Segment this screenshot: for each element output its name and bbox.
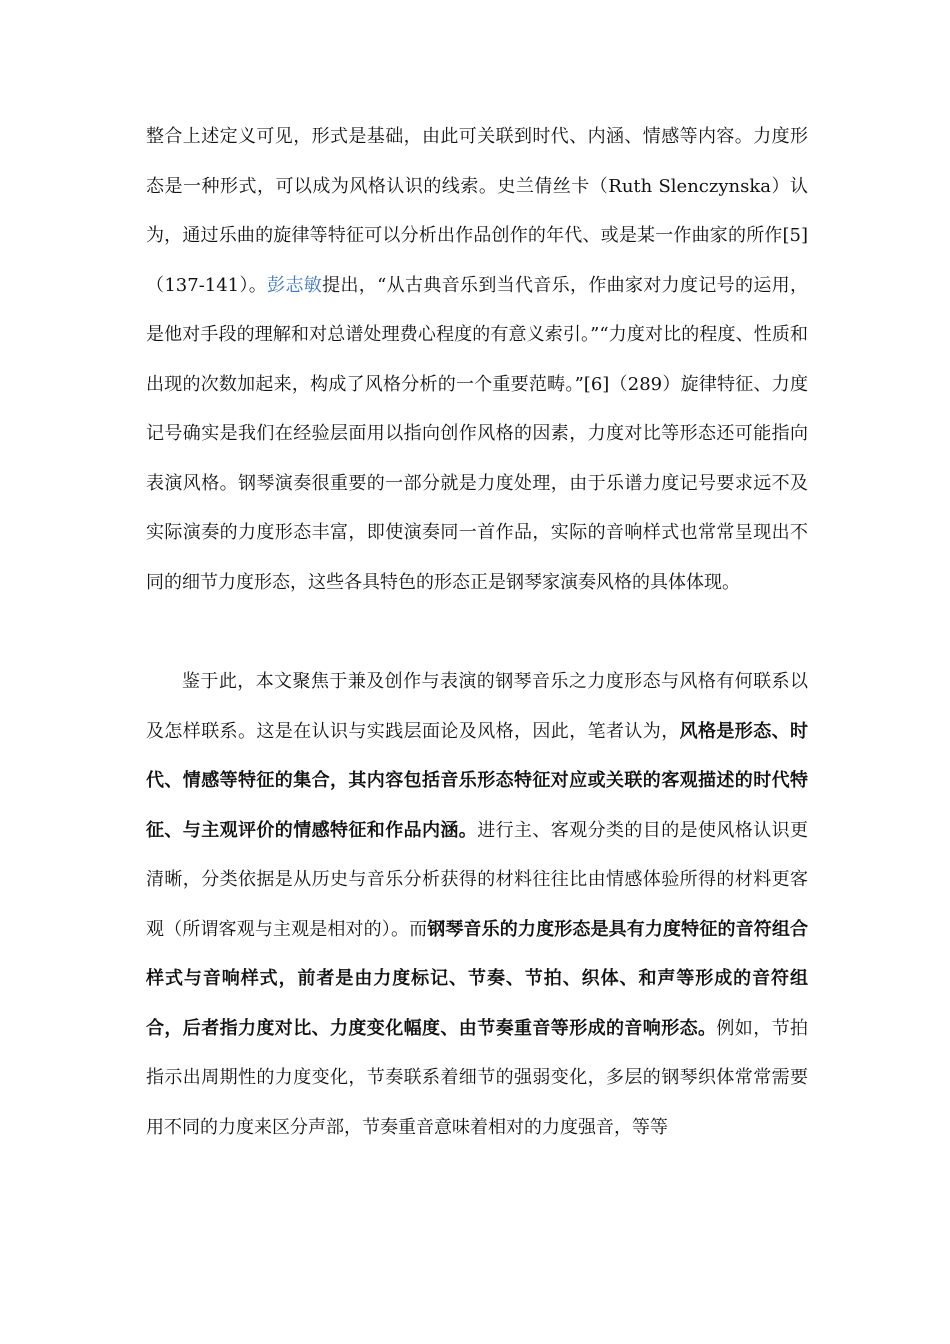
paragraph2-text-c: 例如，节拍指示出周期性的力度变化，节奏联系着细节的强弱变化，多层的钢琴织体常常需要用不同的力度来区分声部，节奏重音意味着相对的力度强音，等等 [146,1017,809,1138]
paragraph2-text-b: 进行主、客观分类的目的是使风格认识更清晰，分类依据是从历史与音乐分析获得的材料往往比由情感体验所得的材料更客观（所谓客观与主观是相对的）。而 [146,819,809,940]
paragraph-definition [146,112,808,607]
paragraph1-text-a: 整合上述定义可见，形式是基础，由此可关联到时代、内涵、情感等内容。力度形态是一种形式，可以成为风格认识的线索。史兰倩丝卡（Ruth Slenczynska）认为，通过乐曲的旋律等特征可以分析出作品创作的年代、或是某一作曲家的所作[5]（137-141）。 [146,126,808,296]
dynamics-definition-bold: 钢琴音乐的力度形态是具有力度特征的音符组合样式与音响样式，前者是由力度标记、节奏、节拍、织体、和声等形成的音符组合，后者指力度对比、力度变化幅度、由节奏重音等形成的音响形态。 [146,918,809,1039]
paragraph2-text-a: 鉴于此，本文聚焦于兼及创作与表演的钢琴音乐之力度形态与风格有何联系以及怎样联系。这是在认识与实践层面论及风格，因此，笔者认为， [146,671,808,742]
paragraph1-text-b: 提出，“从古典音乐到当代音乐，作曲家对力度记号的运用，是他对手段的理解和对总谱处理费心程度的有意义索引。”“力度对比的程度、性质和出现的次数加起来，构成了风格分析的一个重要范畴。”[6]（289）旋律特征、力度记号确实是我们在经验层面用以指向创作风格的因素，力度对比等形态还可能指向表演风格。钢琴演奏很重要的一部分就是力度处理，由于乐谱力度记号要求远不及实际演奏的力度形态丰富，即使演奏同一首作品，实际的音响样式也常常呈现出不同的细节力度形态，这些各具特色的形态正是钢琴家演奏风格的具体体现。 [146,274,809,593]
paragraph-focus [146,657,808,1152]
style-definition-bold: 风格是形态、时代、情感等特征的集合，其内容包括音乐形态特征对应或关联的客观描述的时代特征、与主观评价的情感特征和作品内涵。 [146,720,809,841]
author-link[interactable]: 彭志敏 [267,274,323,296]
